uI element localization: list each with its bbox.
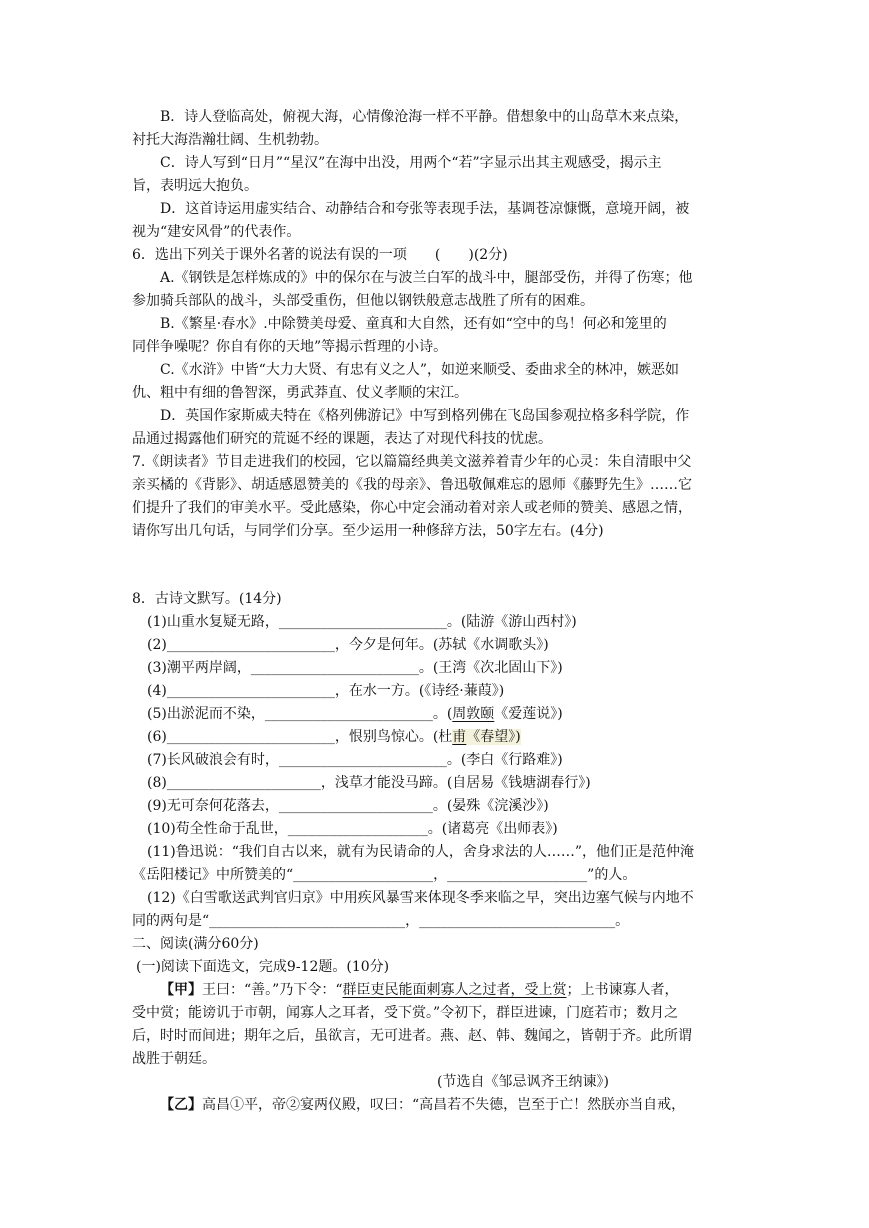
text-line xyxy=(160,106,688,128)
text-line xyxy=(132,910,629,932)
section-marker: 【甲】 xyxy=(160,982,202,998)
line-text: 《岳阳楼记》中所赞美的“____________________，____________________”的人。 xyxy=(132,867,637,883)
line-text: 8．古诗文默写。(14分) xyxy=(132,591,282,607)
line-text: 战胜于朝廷。 xyxy=(132,1051,216,1067)
text-line xyxy=(147,726,521,748)
section-marker: 【乙】 xyxy=(160,1097,202,1113)
text-line xyxy=(147,680,504,702)
line-text: 旨，表明远大抱负。 xyxy=(132,178,258,194)
text-line xyxy=(132,451,691,473)
line-text-rest: 《春望》) xyxy=(466,729,521,745)
text-line xyxy=(147,749,563,771)
text-line xyxy=(437,1071,609,1093)
line-text: D．英国作家斯威夫特在《格列佛游记》中写到格列佛在飞岛国参观拉格多科学院，作 xyxy=(160,408,690,424)
line-text: 仇、粗中有细的鲁智深，勇武莽直、仗义孝顺的宋江。 xyxy=(132,385,468,401)
text-line xyxy=(160,198,689,220)
text-line xyxy=(132,520,604,542)
text-line xyxy=(132,244,508,266)
text-line xyxy=(160,152,662,174)
text-line xyxy=(132,474,692,496)
text-line xyxy=(147,611,577,633)
text-line xyxy=(132,336,447,358)
line-text: 6．选出下列关于课外名著的说法有误的一项 ( )(2分) xyxy=(132,247,508,263)
text-line xyxy=(147,841,694,863)
line-text: 品通过揭露他们研究的荒诞不经的课题，表达了对现代科技的忧虑。 xyxy=(132,431,552,447)
line-text: 请你写出几句话，与同学们分享。至少运用一种修辞方法，50字左右。(4分) xyxy=(132,523,604,539)
text-line xyxy=(132,588,282,610)
line-text: (4)________________________，在水一方。(《诗经·蒹葭》) xyxy=(147,683,505,699)
text-line xyxy=(160,267,693,289)
text-line xyxy=(132,1025,692,1047)
line-text: (9)无可奈何花落去，______________________。(晏殊《浣溪沙》) xyxy=(147,798,549,814)
line-text: A.《钢铁是怎样炼成的》中的保尔在与波兰白军的战斗中，腿部受伤，并得了伤寒；他 xyxy=(160,270,693,286)
line-text: 二、阅读(满分60分) xyxy=(132,936,259,952)
text-line xyxy=(132,382,468,404)
line-text: B．诗人登临高处，俯视大海，心情像沧海一样不平静。借想象中的山岛草木来点染， xyxy=(160,109,689,125)
line-text: 王曰：“善。”乃下令：“ xyxy=(202,982,343,998)
line-text: D．这首诗运用虚实结合、动静结合和夸张等表现手法，基调苍凉慷慨，意境开阔，被 xyxy=(160,201,690,217)
line-text: 们提升了我们的审美水平。受此感染，你心中定会涌动着对亲人或老师的赞美、感恩之情， xyxy=(132,500,692,516)
text-line xyxy=(132,175,258,197)
text-line xyxy=(136,956,389,978)
line-text: (7)长风破浪会有时，________________________。(李白《行路难》) xyxy=(147,752,563,768)
text-line xyxy=(147,772,591,794)
text-line xyxy=(132,129,328,151)
line-text: (1)山重水复疑无路，________________________。(陆游《游山西村》) xyxy=(147,614,577,630)
line-text-rest: 《爱莲说》) xyxy=(494,706,563,722)
line-text: (10)苟全性命于乱世，____________________。(诸葛亮《出师表》) xyxy=(147,821,558,837)
text-line xyxy=(132,864,636,886)
text-line xyxy=(160,405,689,427)
text-line xyxy=(132,933,259,955)
text-line xyxy=(147,703,563,725)
text-line xyxy=(147,634,549,656)
text-line xyxy=(132,221,300,243)
text-line xyxy=(160,313,667,335)
underlined-text: 周敦颐 xyxy=(452,706,495,722)
line-text: (一)阅读下面选文，完成9-12题。(10分) xyxy=(136,959,390,975)
text-line xyxy=(132,497,692,519)
line-text: B.《繁星·春水》.中除赞美母爱、童真和大自然，还有如“空中的鸟！何必和笼里的 xyxy=(160,316,667,332)
line-text: (6)________________________，恨别鸟惊心。(杜 xyxy=(147,729,453,745)
text-line xyxy=(147,887,694,909)
line-text: 同伴争噪呢？你自有你的天地”等揭示哲理的小诗。 xyxy=(132,339,448,355)
line-text: (2)________________________，今夕是何年。(苏轼《水调歌头》) xyxy=(147,637,549,653)
text-line xyxy=(132,290,594,312)
line-text: C.《水浒》中皆“大力大贤、有忠有义之人”，如逆来顺受、委曲求全的林冲，嫉恶如 xyxy=(160,362,679,378)
line-text: 受中赏；能谤讥于市朝，闻寡人之耳者，受下赏。”令初下，群臣进谏，门庭若市；数月之 xyxy=(132,1005,679,1021)
line-text: C．诗人写到“日月”“星汉”在海中出没，用两个“若”字显示出其主观感受，揭示主 xyxy=(160,155,662,171)
line-text: 高昌①平，帝②宴两仪殿，叹曰：“高昌若不失德，岂至于亡！然朕亦当自戒， xyxy=(202,1097,686,1113)
text-line xyxy=(160,1094,685,1116)
underlined-text: 甫 xyxy=(452,729,467,745)
text-line xyxy=(132,1048,216,1070)
text-line xyxy=(160,359,679,381)
text-line xyxy=(132,428,552,450)
text-line xyxy=(147,657,563,679)
line-text: 7.《朗读者》节目走进我们的校园，它以篇篇经典美文滋养着青少年的心灵：朱自清眼中父 xyxy=(132,454,692,470)
text-line xyxy=(147,818,558,840)
line-text: 后，时时而间进；期年之后，虽欲言，无可进者。燕、赵、韩、魏闻之，皆朝于齐。此所谓 xyxy=(132,1028,692,1044)
line-text: (3)潮平两岸阔，________________________。(王湾《次北固山下》) xyxy=(147,660,563,676)
line-text: 参加骑兵部队的战斗，头部受重伤，但他以钢铁般意志战胜了所有的困难。 xyxy=(132,293,594,309)
line-text: (12)《白雪歌送武判官归京》中用疾风暴雪来体现冬季来临之早，突出边塞气候与内地不 xyxy=(147,890,694,906)
underlined-text: 群臣吏民能面刺寡人之过者，受上赏 xyxy=(342,982,567,998)
line-text: 视为“建安风骨”的代表作。 xyxy=(132,224,301,240)
text-line xyxy=(147,795,549,817)
line-text: (8)______________________，浅草才能没马蹄。(自居易《钱塘湖春行》) xyxy=(147,775,591,791)
line-text-rest: ；上书谏寡人者， xyxy=(566,982,679,998)
line-text: (节选自《邹忌讽齐王纳谏》) xyxy=(437,1074,609,1090)
line-text: (5)出淤泥而不染，________________________。( xyxy=(147,706,453,722)
text-line xyxy=(160,979,678,1001)
line-text: 同的两句是“____________________________，____________________________。 xyxy=(132,913,630,929)
text-line xyxy=(132,1002,678,1024)
line-text: (11)鲁迅说：“我们自古以来，就有为民请命的人，舍身求法的人……”，他们正是范仲淹 xyxy=(147,844,695,860)
line-text: 衬托大海浩瀚壮阔、生机勃勃。 xyxy=(132,132,328,148)
line-text: 亲买橘的《背影》、胡适感恩赞美的《我的母亲》、鲁迅敬佩难忘的恩师《藤野先生》……它 xyxy=(132,477,692,493)
